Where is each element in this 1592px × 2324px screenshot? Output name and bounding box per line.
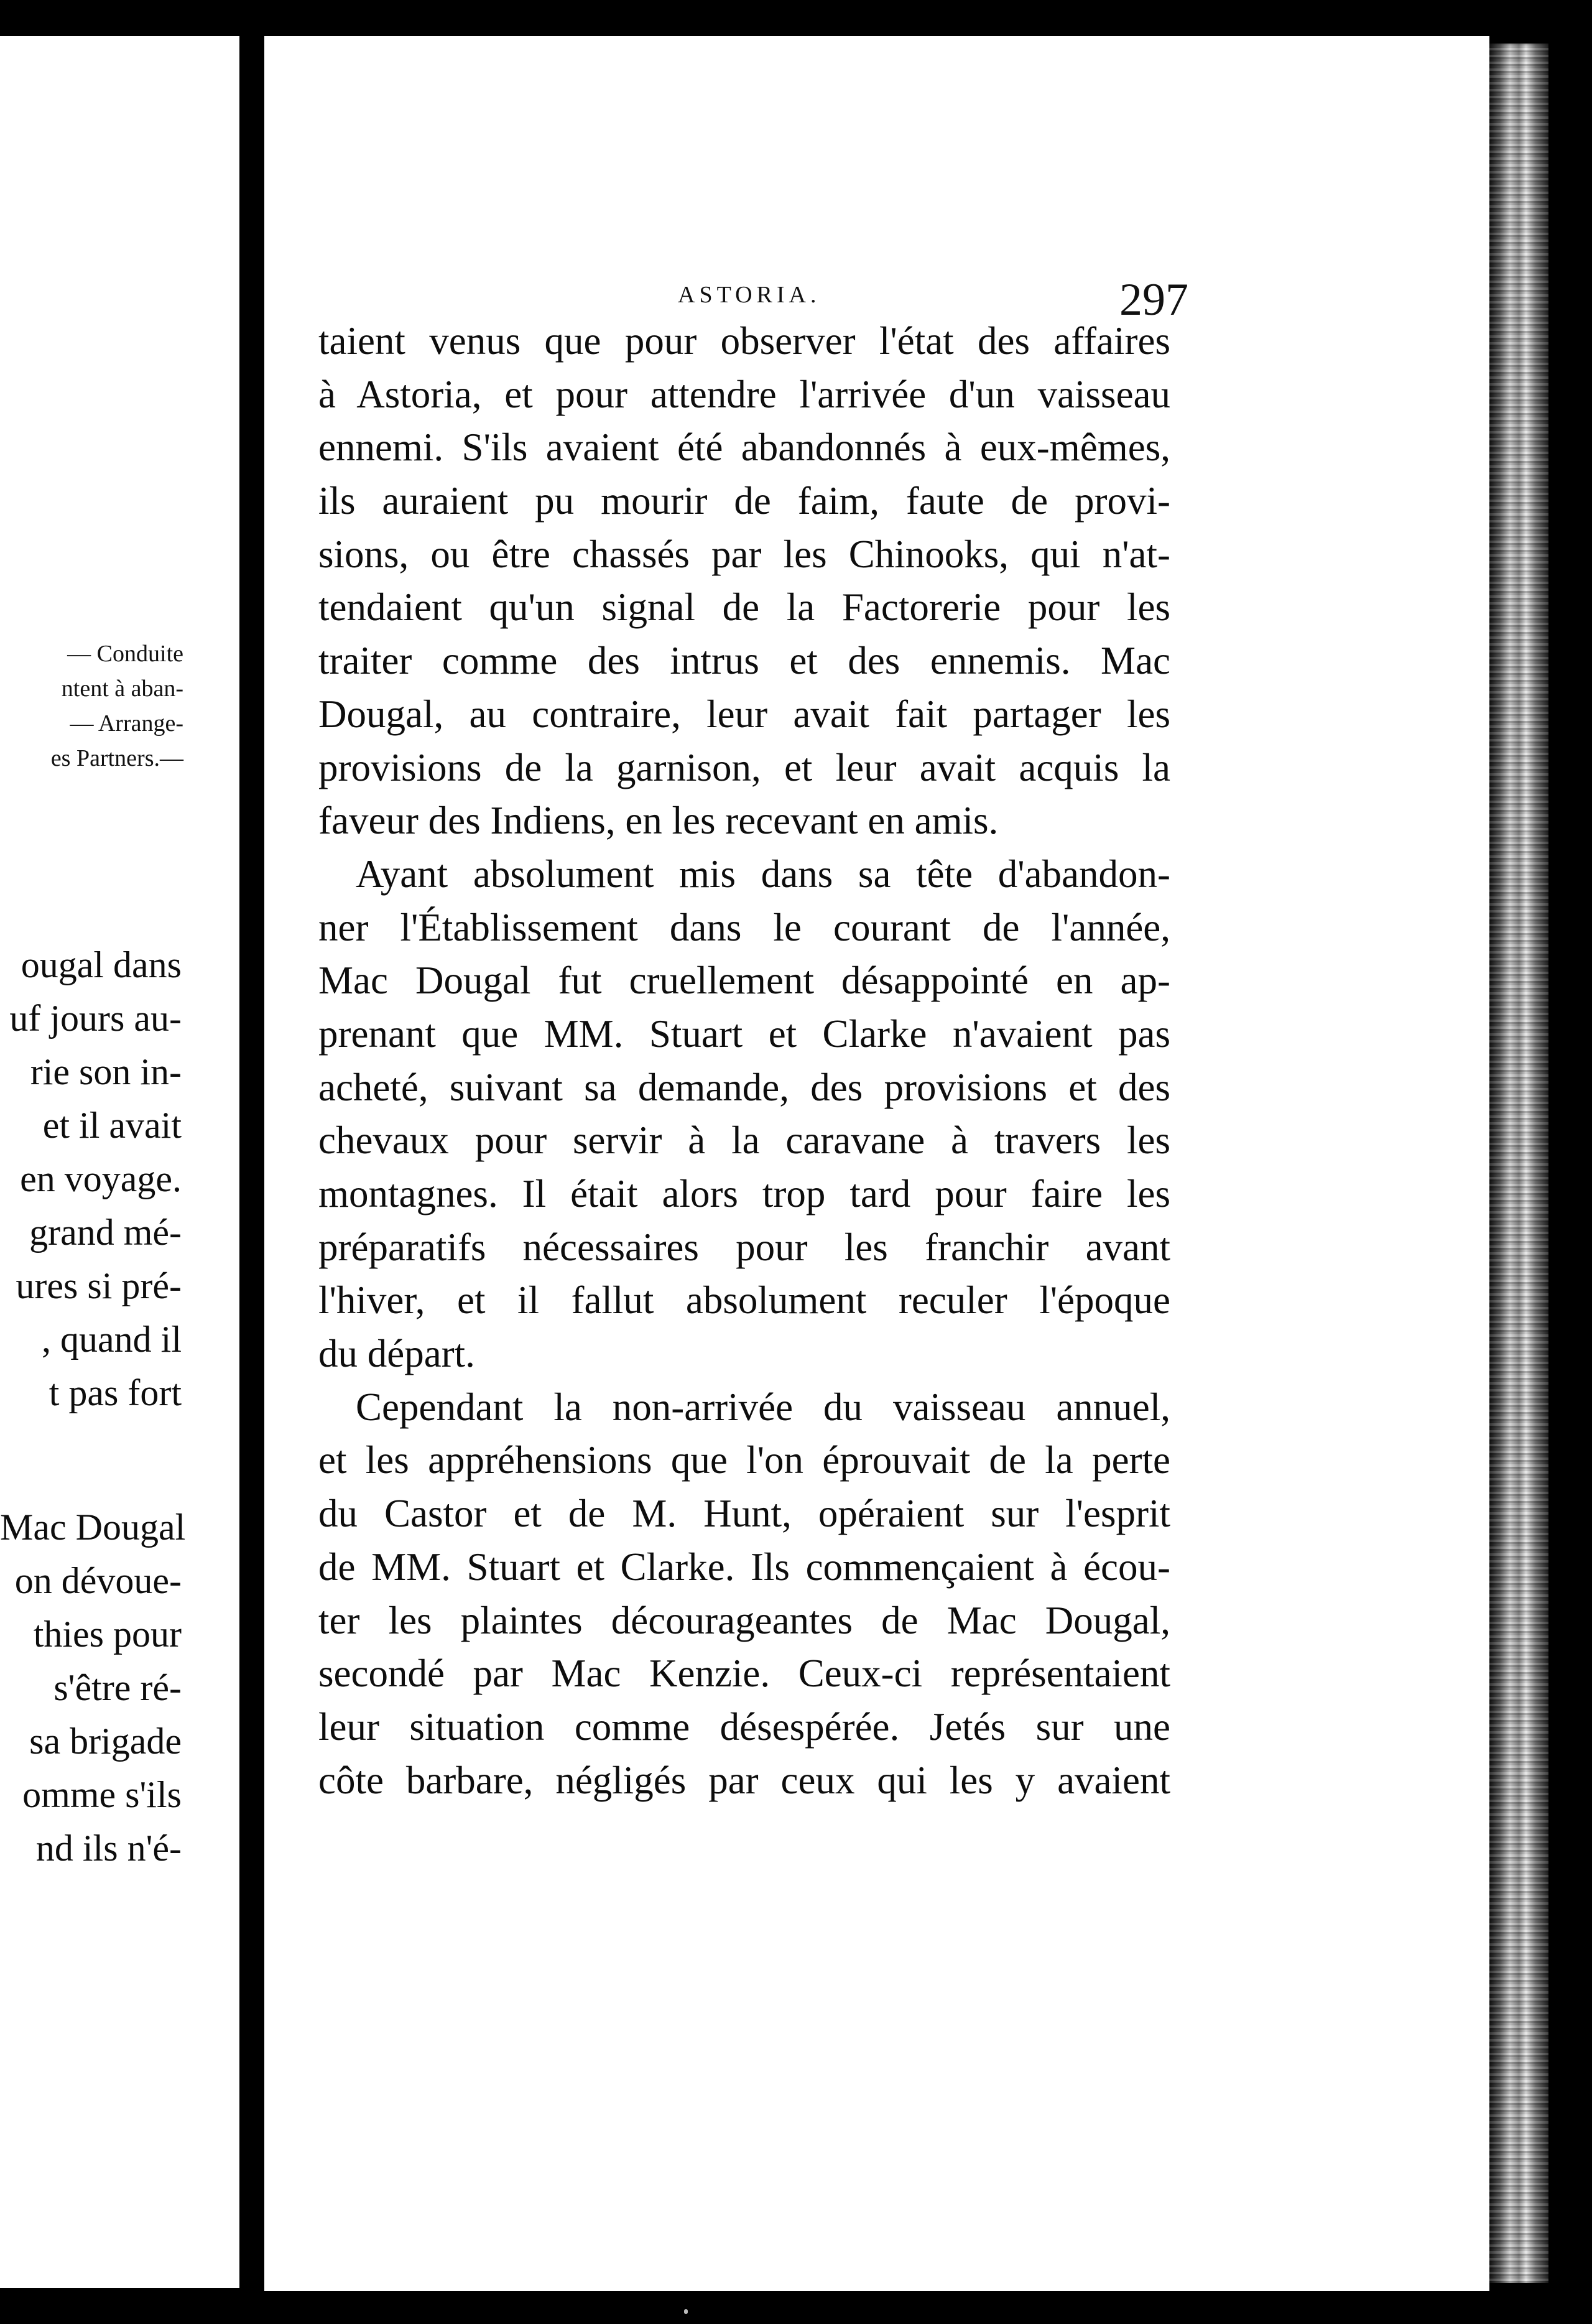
- text-line: taient venus que pour observer l'état des affaires: [318, 319, 1170, 363]
- text-line: côte barbare, négligés par ceux qui les y avaient: [318, 1758, 1170, 1802]
- text-line: à Astoria, et pour attendre l'arrivée d'un vaisseau: [318, 372, 1170, 416]
- text-line: Mac Dougal: [0, 1507, 186, 1548]
- text-line: préparatifs nécessaires pour les franchir avant: [318, 1225, 1170, 1269]
- text-line: du départ.: [318, 1332, 475, 1376]
- text-line: ennemi. S'ils avaient été abandonnés à eux-mêmes,: [318, 425, 1170, 470]
- text-line: ures si pré-: [16, 1265, 182, 1306]
- text-line: nd ils n'é-: [35, 1828, 182, 1869]
- text-line: ter les plaintes décourageantes de Mac Dougal,: [318, 1598, 1170, 1642]
- text-line: s'être ré-: [53, 1667, 182, 1708]
- running-head: ASTORIA.: [678, 282, 821, 308]
- text-line: montagnes. Il était alors trop tard pour faire les: [318, 1172, 1170, 1215]
- sidenote-line: — Conduite: [67, 641, 183, 667]
- text-line: sions, ou être chassés par les Chinooks, qui n'at-: [318, 532, 1170, 576]
- text-line: de MM. Stuart et Clarke. Ils commençaient à écou-: [318, 1545, 1170, 1589]
- page-edge-shadow: [1489, 44, 1548, 2283]
- text-line: ils auraient pu mourir de faim, faute de provi-: [318, 479, 1170, 523]
- sidenote-line: es Partners.—: [50, 745, 183, 771]
- scan-border: [1548, 0, 1592, 2324]
- text-line: Ayant absolument mis dans sa tête d'abandon-: [356, 852, 1170, 896]
- text-line: secondé par Mac Kenzie. Ceux-ci représentaient: [318, 1652, 1170, 1696]
- text-line: omme s'ils: [22, 1774, 182, 1815]
- left-page: [0, 36, 239, 2288]
- text-line: et il avait: [42, 1105, 182, 1146]
- book-gutter: [239, 0, 264, 2324]
- text-line: traiter comme des intrus et des ennemis. Mac: [318, 639, 1170, 683]
- text-line: provisions de la garnison, et leur avait acquis la: [318, 745, 1170, 789]
- scan-speck: [684, 2309, 688, 2314]
- text-line: prenant que MM. Stuart et Clarke n'avaient pas: [318, 1011, 1170, 1056]
- left-page-sidenote: [0, 636, 183, 776]
- text-line: t pas fort: [49, 1372, 182, 1413]
- text-line: tendaient qu'un signal de la Factorerie pour les: [318, 585, 1170, 630]
- text-line: faveur des Indiens, en les recevant en amis.: [318, 799, 999, 843]
- paragraph-gap: [0, 1420, 182, 1500]
- text-line: grand mé-: [29, 1212, 182, 1253]
- right-page-text: [318, 315, 1170, 1807]
- text-line: l'hiver, et il fallut absolument reculer l'époque: [318, 1278, 1170, 1322]
- text-line: sa brigade: [29, 1721, 182, 1762]
- page-number: 297: [1119, 274, 1188, 325]
- sidenote-line: — Arrange-: [70, 710, 183, 737]
- text-line: rie son in-: [30, 1051, 182, 1092]
- text-line: Mac Dougal fut cruellement désappointé en ap-: [318, 959, 1170, 1003]
- text-line: ougal dans: [21, 944, 182, 985]
- text-line: et les appréhensions que l'on éprouvait de la perte: [318, 1438, 1170, 1482]
- text-line: acheté, suivant sa demande, des provisions et des: [318, 1065, 1170, 1109]
- text-line: ner l'Établissement dans le courant de l'année,: [318, 905, 1170, 949]
- sidenote-line: ntent à aban-: [61, 676, 183, 702]
- text-line: uf jours au-: [9, 998, 182, 1039]
- text-line: en voyage.: [20, 1158, 182, 1199]
- text-line: du Castor et de M. Hunt, opéraient sur l'esprit: [318, 1492, 1170, 1536]
- left-page-text: [0, 938, 186, 1875]
- text-line: leur situation comme désespérée. Jetés sur une: [318, 1704, 1170, 1749]
- text-line: on dévoue-: [14, 1560, 182, 1601]
- text-line: chevaux pour servir à la caravane à travers les: [318, 1118, 1170, 1163]
- text-line: Dougal, au contraire, leur avait fait partager les: [318, 692, 1170, 736]
- text-line: thies pour: [33, 1614, 182, 1655]
- text-line: Cependant la non-arrivée du vaisseau annuel,: [356, 1385, 1170, 1429]
- text-line: , quand il: [42, 1319, 182, 1360]
